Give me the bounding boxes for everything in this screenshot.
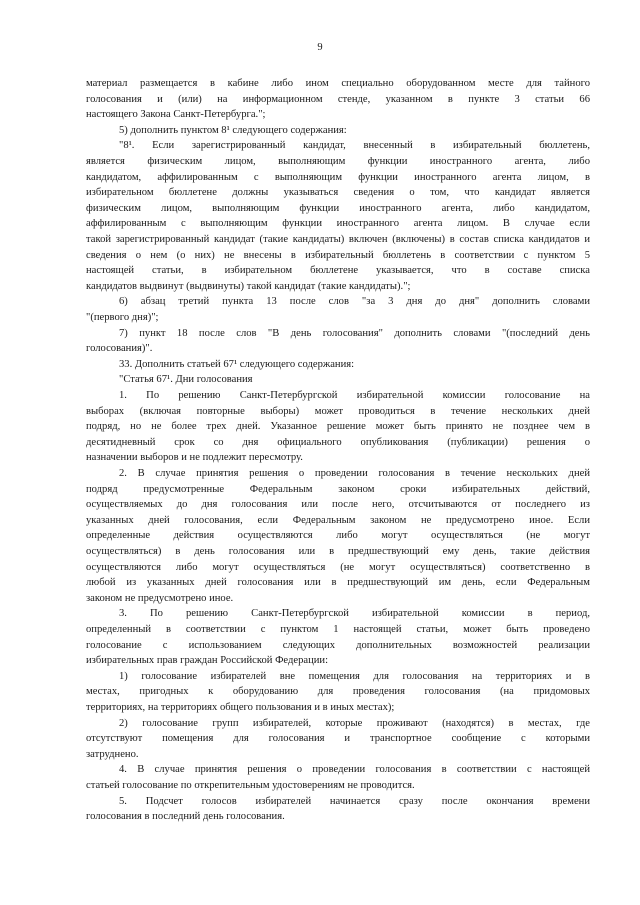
text-line: осуществляемых до дня голосования или после него, отсчитываются от последнего из	[86, 499, 590, 511]
text-line: затруднено.	[86, 748, 139, 760]
text-line: 3. По решению Санкт-Петербургской избирательной комиссии в период,	[119, 608, 590, 620]
text-line: 33. Дополнить статьей 67¹ следующего содержания:	[119, 358, 355, 370]
text-line: любой из указанных дней голосования или в предшествующий им день, если Федеральным	[86, 577, 590, 589]
text-line: избирательном бюллетене должны указываться сведения о том, что кандидат является	[86, 187, 590, 199]
text-line: "8¹. Если зарегистрированный кандидат, внесенный в избирательный бюллетень,	[119, 140, 590, 152]
text-line: осуществляются либо могут осуществляться (не могут осуществляться) соответственно в	[86, 561, 590, 573]
text-line: голосования и (или) на информационном стенде, указанном в пункте 3 статьи 66	[86, 93, 590, 105]
text-line: 1) голосование избирателей вне помещения для голосования на территориях и в	[119, 670, 590, 682]
text-line: десятидневный срок со дня официального опубликования (публикации) решения о	[86, 436, 590, 448]
text-line: определенные действия осуществляются либо могут осуществляться (не могут	[86, 530, 590, 542]
text-line: материал размещается в кабине либо ином специально оборудованном месте для тайного	[86, 78, 590, 89]
text-line: 2. В случае принятия решения о проведении голосования в течение нескольких дней	[119, 468, 590, 479]
text-line: указанных дней голосования, если Федеральным законом не предусмотрено иное. Если	[86, 514, 590, 526]
text-line: настоящего Закона Санкт-Петербурга.";	[86, 109, 266, 121]
text-line: определенный в соответствии с пунктом 1 настоящей статьи, может быть проведено	[86, 624, 590, 635]
text-line: голосования)".	[86, 343, 153, 355]
text-line: "(первого дня)";	[86, 312, 159, 323]
text-line: настоящей статьи, в избирательном бюллетене указывается, что в составе списка	[86, 265, 590, 277]
text-line: выборах (включая повторные выборы) может проводиться в течение нескольких дней	[86, 405, 590, 417]
text-line: статьей голосование по открепительным удостоверениям не проводится.	[86, 780, 415, 791]
text-line: местах, пригодных к оборудованию для проведения голосования (на придомовых	[86, 686, 590, 698]
text-line: 7) пункт 18 после слов "В день голосования" дополнить словами "(последний день	[119, 327, 590, 339]
text-line: голосование с использованием следующих дополнительных возможностей реализации	[86, 639, 590, 651]
text-line: голосования в последний день голосования.	[86, 811, 285, 823]
text-line: 5. Подсчет голосов избирателей начинается сразу после окончания времени	[119, 795, 590, 807]
text-line: такой зарегистрированный кандидат (такие кандидаты) включен (включены) в состав списка кандидатов и	[86, 234, 590, 245]
text-line: аффилированным с выполняющим функции иностранного агента лицом. В случае если	[86, 218, 590, 230]
text-line: законом не предусмотрено иное.	[86, 592, 234, 604]
text-line: избирательных прав граждан Российской Федерации:	[86, 655, 329, 667]
text-line: 1. По решению Санкт-Петербургской избирательной комиссии голосование на	[119, 390, 590, 401]
text-line: кандидатом, аффилированным с выполняющим функции иностранного агента лицом, в	[86, 171, 590, 183]
text-line: 4. В случае принятия решения о проведении голосования в соответствии с настоящей	[119, 764, 590, 776]
text-line: физическим лицом, выполняющим функции иностранного агента, либо кандидатом,	[86, 202, 590, 214]
text-line: "Статья 67¹. Дни голосования	[119, 374, 253, 386]
page-number: 9	[317, 42, 323, 53]
text-line: 5) дополнить пунктом 8¹ следующего содержания:	[119, 124, 347, 136]
text-line: 6) абзац третий пункта 13 после слов "за 3 дня до дня" дополнить словами	[119, 296, 590, 308]
text-line: является физическим лицом, выполняющим функции иностранного агента, либо	[86, 156, 590, 167]
text-line: 2) голосование групп избирателей, которые проживают (находятся) в местах, где	[119, 717, 590, 729]
text-line: подряд, но не более трех дней. Указанное решение может быть принято не позднее чем в	[86, 421, 590, 433]
text-line: подряд предусмотренные Федеральным законом сроки избирательных действий,	[86, 483, 590, 495]
text-line: территориях, на территориях общего пользования и в иных местах);	[86, 702, 395, 713]
text-line: назначении выборов и не подлежит пересмотру.	[86, 452, 303, 464]
text-line: кандидатов выдвинут (выдвинуты) такой кандидат (такие кандидаты).";	[86, 280, 411, 292]
text-line: сведения о нем (о них) не внесены в избирательный бюллетень в соответствии с пунктом 5	[86, 249, 590, 261]
text-line: осуществляться) в день голосования или в предшествующий ему день, такие действия	[86, 546, 590, 557]
text-line: отсутствуют помещения для голосования и транспортное сообщение с которыми	[86, 733, 590, 745]
